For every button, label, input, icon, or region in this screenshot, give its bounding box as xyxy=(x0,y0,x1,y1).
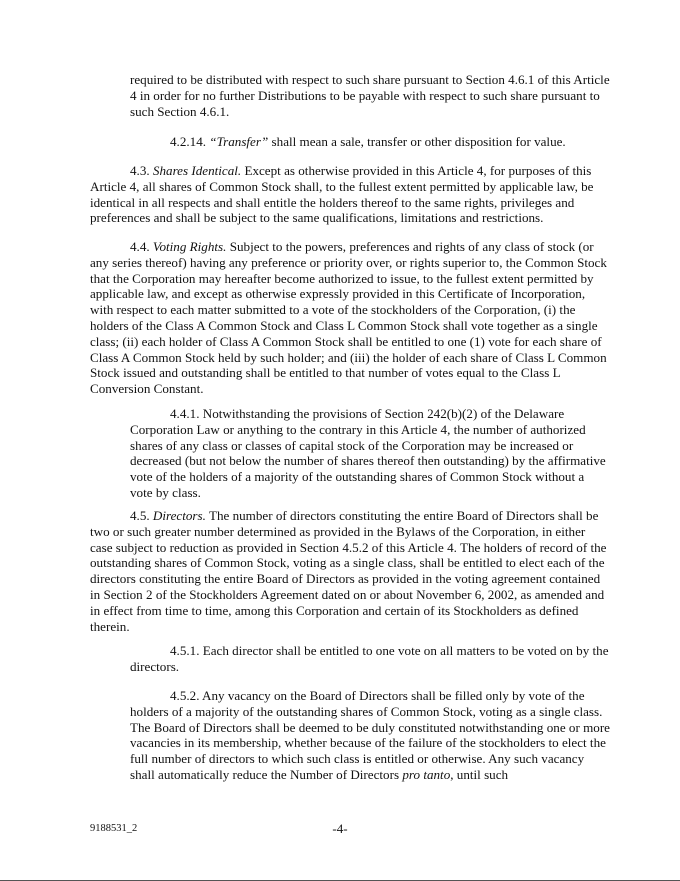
paragraph-4-5-2 xyxy=(130,688,610,783)
paragraph-text: 4.5.2. Any vacancy on the Board of Directors shall be filled only by vote of the holders of a majority of the outstanding shares of Common Stock, voting as a single class. The Board of Directors shall be deemed to be duly constituted notwithstanding one or more vacancies in its membership, whether because of the failure of the stockholders to elect the full number of directors to which such class is entitled or otherwise. Any such vacancy shall automatically reduce the Number of Directors xyxy=(130,688,610,782)
page-number: -4- xyxy=(332,821,348,836)
defined-term: “Transfer” xyxy=(209,134,269,149)
paragraph-4-5 xyxy=(90,508,610,634)
paragraph-text: Subject to the powers, preferences and rights of any class of stock (or any series thereof) having any preference or priority over, or rights superior to, the Common Stock that the Corporation may hereafter become authorized to issue, to the fullest extent permitted by applicable law, and except as otherwise expressly provided in this Certificate of Incorporation, with respect to each matter submitted to a vote of the stockholders of the Corporation, (i) the holders of the Class A Common Stock and Class L Common Stock shall vote together as a single class; (ii) each holder of Class A Common Stock shall be entitled to one (1) vote for each share of Class A Common Stock held by such holder; and (iii) the holder of each share of Class L Common Stock issued and outstanding shall be entitled to that number of votes equal to the Class L Conversion Constant. xyxy=(90,239,607,397)
paragraph-text: Except as otherwise provided in this Article 4, for purposes of this Article 4, all shares of Common Stock shall, to the fullest extent permitted by applicable law, be identical in all respects and shall entitle the holders thereof to the same rights, privileges and preferences and shall be subject to the same qualifications, limitations and restrictions. xyxy=(90,163,594,226)
paragraph-4-2-14 xyxy=(130,134,610,150)
paragraph-text: shall mean a sale, transfer or other disposition for value. xyxy=(271,134,566,149)
paragraph-4-4 xyxy=(90,239,610,397)
paragraph-tail: , until such xyxy=(450,766,509,782)
paragraph-4-3 xyxy=(90,163,610,226)
section-title: Directors. xyxy=(152,508,206,523)
section-number: 4.4. xyxy=(130,239,150,254)
paragraph-4-4-1: 4.4.1. Notwithstanding the provisions of Section 242(b)(2) of the Delaware Corporation Law or anything to the contrary in this Article 4, the number of authorized shares of any class or classes of capital stock of the Corporation may be increased or decreased (but not below the number of shares thereof then outstanding) by the affirmative vote of the holders of a majority of the outstanding shares of Common Stock without a vote by class. xyxy=(130,406,606,500)
paragraph-4-5-1: 4.5.1. Each director shall be entitled to one vote on all matters to be voted on by the directors. xyxy=(130,643,609,674)
section-title: Shares Identical. xyxy=(152,163,242,178)
paragraph-text: The number of directors constituting the entire Board of Directors shall be two or such greater number determined as provided in the Bylaws of the Corporation, in either case subject to reduction as provided in Section 4.5.2 of this Article 4. The holders of record of the outstanding shares of Common Stock, voting as a single class, shall be entitled to elect each of the directors constituting the entire Board of Directors as provided in the voting agreement contained in Section 2 of the Stockholders Agreement dated on or about November 6, 2002, as amended and in effect from time to time, among this Corporation and certain of its Stockholders as defined therein. xyxy=(90,508,607,634)
italic-term: pro tanto xyxy=(402,766,451,782)
document-id: 9188531_2 xyxy=(90,823,138,834)
section-number: 4.5. xyxy=(130,508,150,523)
paragraph-continuation: required to be distributed with respect to such share pursuant to Section 4.6.1 of this Article 4 in order for no further Distributions to be payable with respect to such share pursuant to such Section 4.6.1. xyxy=(130,72,610,119)
section-number: 4.2.14. xyxy=(170,134,207,149)
section-number: 4.3. xyxy=(130,163,150,178)
section-title: Voting Rights. xyxy=(152,239,227,254)
